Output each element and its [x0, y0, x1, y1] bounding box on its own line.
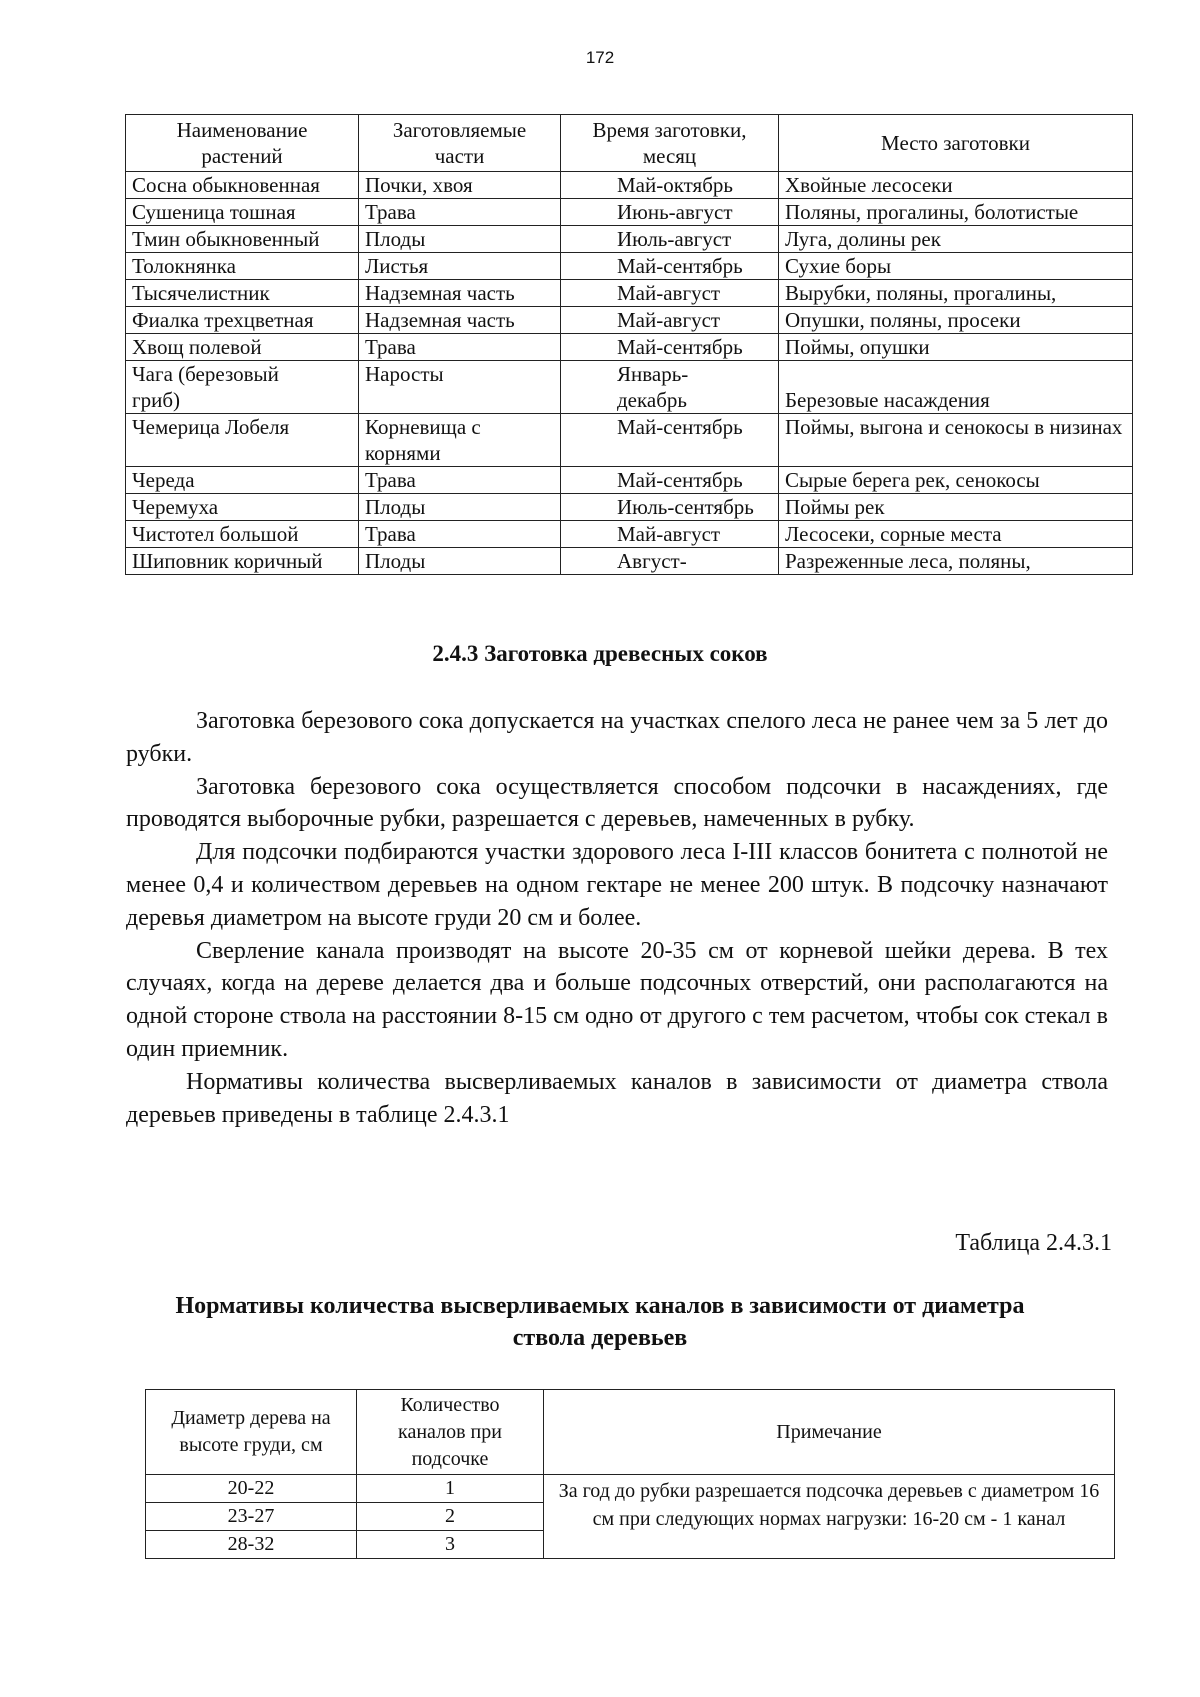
table-row — [126, 280, 1133, 307]
table-row — [126, 548, 1133, 575]
table-row — [126, 226, 1133, 253]
cell-time: Июль-сентябрь — [561, 494, 779, 521]
table-row — [126, 521, 1133, 548]
cell-place: Поймы, опушки — [779, 334, 1133, 361]
cell-time: Май-август — [561, 307, 779, 334]
cell-plant: Хвощ полевой — [126, 334, 359, 361]
table-row — [126, 253, 1133, 280]
cell-time: Май-сентябрь — [561, 467, 779, 494]
cell-time: Май-август — [561, 280, 779, 307]
paragraph: Заготовка березового сока допускается на участках спелого леса не ранее чем за 5 лет до рубки. — [126, 708, 1108, 767]
cell-diameter: 23-27 — [146, 1503, 357, 1531]
cell-place: Поймы рек — [779, 494, 1133, 521]
cell-plant: Череда — [126, 467, 359, 494]
table-header-row — [146, 1390, 1115, 1475]
cell-plant: Чемерица Лобеля — [126, 414, 359, 467]
table-row — [126, 494, 1133, 521]
cell-channels: 3 — [357, 1531, 544, 1559]
cell-diameter: 28-32 — [146, 1531, 357, 1559]
cell-part: Плоды — [359, 226, 561, 253]
channels-table — [145, 1389, 1115, 1559]
plants-table — [125, 114, 1133, 575]
header-harvest-time: Время заготовки, месяц — [561, 115, 779, 172]
table-row — [126, 414, 1133, 467]
cell-time: Май-октябрь — [561, 172, 779, 199]
cell-place: Лесосеки, сорные места — [779, 521, 1133, 548]
cell-part: Трава — [359, 521, 561, 548]
header-harvested-parts: Заготовляемые части — [359, 115, 561, 172]
cell-time: Май-сентябрь — [561, 253, 779, 280]
table-title — [0, 1290, 1200, 1354]
cell-part: Листья — [359, 253, 561, 280]
cell-plant: Черемуха — [126, 494, 359, 521]
cell-part: Наросты — [359, 361, 561, 414]
cell-channels: 1 — [357, 1475, 544, 1503]
paragraph: Сверление канала производят на высоте 20-35 см от корневой шейки дерева. В тех случаях, когда на дереве делается два и больше подсочных отверстий, они располагаются на одной стороне ствола на расстоянии 8-15 см одно от другого с тем расчетом, чтобы сок стекал в один приемник. — [126, 937, 1108, 1062]
cell-channels: 2 — [357, 1503, 544, 1531]
table-header-row — [126, 115, 1133, 172]
cell-time: Май-сентябрь — [561, 414, 779, 467]
cell-place: Вырубки, поляны, прогалины, — [779, 280, 1133, 307]
cell-plant: Чистотел большой — [126, 521, 359, 548]
cell-diameter: 20-22 — [146, 1475, 357, 1503]
cell-plant: Фиалка трехцветная — [126, 307, 359, 334]
cell-plant: Сосна обыкновенная — [126, 172, 359, 199]
header-channel-count: Количество каналов при подсочке — [357, 1390, 544, 1475]
cell-part: Надземная часть — [359, 280, 561, 307]
table-row — [126, 361, 1133, 414]
cell-part: Трава — [359, 467, 561, 494]
table-row — [126, 334, 1133, 361]
cell-time: Май-август — [561, 521, 779, 548]
cell-time: Август- — [561, 548, 779, 575]
header-diameter: Диаметр дерева на высоте груди, см — [146, 1390, 357, 1475]
cell-plant: Тысячелистник — [126, 280, 359, 307]
header-harvest-place: Место заготовки — [779, 115, 1133, 172]
cell-part: Корневища с корнями — [359, 414, 561, 467]
header-note: Примечание — [544, 1390, 1115, 1475]
cell-part: Почки, хвоя — [359, 172, 561, 199]
cell-part: Плоды — [359, 548, 561, 575]
cell-part: Трава — [359, 199, 561, 226]
cell-time: Июнь-август — [561, 199, 779, 226]
paragraph: Заготовка березового сока осуществляется способом подсочки в насаждениях, где проводятся выборочные рубки, разрешается с деревьев, намеченных в рубку. — [126, 773, 1108, 833]
cell-note: За год до рубки разрешается подсочка деревьев с диаметром 16 см при следующих нормах нагрузки: 16-20 см - 1 канал — [544, 1475, 1115, 1559]
body-text — [126, 705, 1108, 1131]
cell-part: Плоды — [359, 494, 561, 521]
cell-place: Разреженные леса, поляны, — [779, 548, 1133, 575]
section-heading: 2.4.3 Заготовка древесных соков — [432, 641, 768, 666]
table-row — [146, 1475, 1115, 1503]
cell-place: Березовые насаждения — [779, 361, 1133, 414]
table-row — [126, 199, 1133, 226]
cell-plant: Чага (березовый гриб) — [126, 361, 359, 414]
cell-plant: Тмин обыкновенный — [126, 226, 359, 253]
table-row — [126, 172, 1133, 199]
cell-place: Луга, долины рек — [779, 226, 1133, 253]
table-title-text: Нормативы количества высверливаемых каналов в зависимости от диаметра ствола деревьев — [175, 1293, 1025, 1351]
paragraph: Для подсочки подбираются участки здорового леса I-III классов бонитета с полнотой не менее 0,4 и количеством деревьев на одном гектаре не менее 200 штук. В подсочку назначают деревья диаметром на высоте груди 20 см и более. — [126, 839, 1108, 931]
cell-time: Январь-декабрь — [561, 361, 779, 414]
cell-place: Сухие боры — [779, 253, 1133, 280]
cell-plant: Шиповник коричный — [126, 548, 359, 575]
page-number: 172 — [585, 48, 615, 67]
paragraph: Нормативы количества высверливаемых каналов в зависимости от диаметра ствола деревьев приведены в таблице 2.4.3.1 — [126, 1068, 1108, 1128]
cell-part: Трава — [359, 334, 561, 361]
cell-place: Сырые берега рек, сенокосы — [779, 467, 1133, 494]
cell-part: Надземная часть — [359, 307, 561, 334]
table-row — [126, 307, 1133, 334]
cell-place: Поймы, выгона и сенокосы в низинах — [779, 414, 1133, 467]
cell-time: Май-сентябрь — [561, 334, 779, 361]
table-label: Таблица 2.4.3.1 — [955, 1230, 1112, 1256]
table-row — [126, 467, 1133, 494]
cell-place: Опушки, поляны, просеки — [779, 307, 1133, 334]
cell-place: Поляны, прогалины, болотистые — [779, 199, 1133, 226]
header-plant-name: Наименование растений — [126, 115, 359, 172]
cell-time: Июль-август — [561, 226, 779, 253]
cell-plant: Сушеница тошная — [126, 199, 359, 226]
cell-place: Хвойные лесосеки — [779, 172, 1133, 199]
cell-plant: Толокнянка — [126, 253, 359, 280]
